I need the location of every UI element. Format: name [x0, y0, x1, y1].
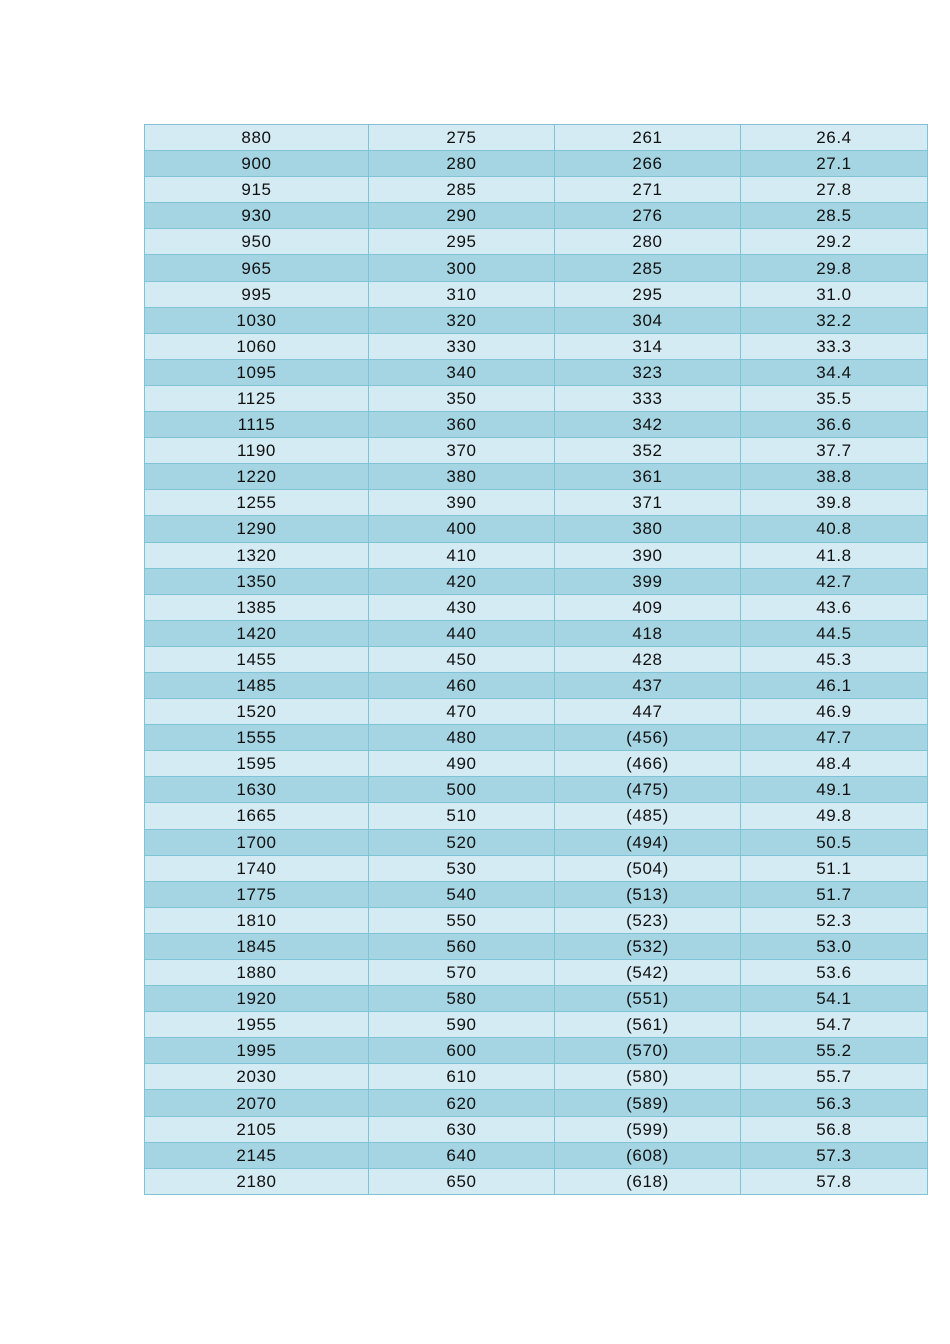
- table-row: [145, 464, 928, 490]
- table-cell: 44.5: [741, 620, 928, 646]
- table-cell: 290: [369, 203, 555, 229]
- table-cell: (561): [555, 1012, 741, 1038]
- table-cell: 1920: [145, 986, 369, 1012]
- table-row: [145, 960, 928, 986]
- table-cell: 28.5: [741, 203, 928, 229]
- table-cell: 930: [145, 203, 369, 229]
- table-cell: 1095: [145, 359, 369, 385]
- table-cell: 510: [369, 803, 555, 829]
- table-cell: 40.8: [741, 516, 928, 542]
- table-cell: (475): [555, 777, 741, 803]
- table-cell: 1030: [145, 307, 369, 333]
- table-row: [145, 1038, 928, 1064]
- table-cell: (580): [555, 1064, 741, 1090]
- table-cell: 560: [369, 933, 555, 959]
- table-cell: 310: [369, 281, 555, 307]
- table-cell: 43.6: [741, 594, 928, 620]
- table-row: [145, 412, 928, 438]
- table-cell: 530: [369, 855, 555, 881]
- table-row: [145, 333, 928, 359]
- table-cell: 47.7: [741, 725, 928, 751]
- table-cell: 295: [369, 229, 555, 255]
- table-cell: 390: [369, 490, 555, 516]
- table-cell: 37.7: [741, 438, 928, 464]
- table-cell: 34.4: [741, 359, 928, 385]
- table-cell: 520: [369, 829, 555, 855]
- table-cell: 55.2: [741, 1038, 928, 1064]
- table-row: [145, 125, 928, 151]
- table-cell: 266: [555, 151, 741, 177]
- table-cell: 55.7: [741, 1064, 928, 1090]
- table-cell: 285: [369, 177, 555, 203]
- table-cell: 36.6: [741, 412, 928, 438]
- table-cell: 1810: [145, 907, 369, 933]
- table-cell: 31.0: [741, 281, 928, 307]
- table-cell: 27.8: [741, 177, 928, 203]
- table-cell: 620: [369, 1090, 555, 1116]
- table-cell: 1595: [145, 751, 369, 777]
- table-cell: (542): [555, 960, 741, 986]
- table-cell: (456): [555, 725, 741, 751]
- table-cell: 437: [555, 672, 741, 698]
- table-row: [145, 281, 928, 307]
- table-cell: 1775: [145, 881, 369, 907]
- table-cell: (608): [555, 1142, 741, 1168]
- table-cell: 447: [555, 699, 741, 725]
- table-cell: 550: [369, 907, 555, 933]
- table-row: [145, 855, 928, 881]
- table-cell: 361: [555, 464, 741, 490]
- table-cell: (618): [555, 1168, 741, 1194]
- table-row: [145, 385, 928, 411]
- table-cell: 490: [369, 751, 555, 777]
- table-cell: 610: [369, 1064, 555, 1090]
- table-row: [145, 203, 928, 229]
- table-row: [145, 672, 928, 698]
- table-cell: 430: [369, 594, 555, 620]
- table-cell: (466): [555, 751, 741, 777]
- table-cell: 640: [369, 1142, 555, 1168]
- table-cell: 900: [145, 151, 369, 177]
- table-cell: 1220: [145, 464, 369, 490]
- table-cell: 1520: [145, 699, 369, 725]
- table-cell: 2180: [145, 1168, 369, 1194]
- table-cell: 285: [555, 255, 741, 281]
- table-cell: 38.8: [741, 464, 928, 490]
- table-cell: 300: [369, 255, 555, 281]
- table-cell: 51.1: [741, 855, 928, 881]
- table-cell: 600: [369, 1038, 555, 1064]
- table-cell: (589): [555, 1090, 741, 1116]
- table-row: [145, 751, 928, 777]
- table-cell: (513): [555, 881, 741, 907]
- table-row: [145, 1090, 928, 1116]
- table-cell: (494): [555, 829, 741, 855]
- table-row: [145, 516, 928, 542]
- table-cell: 590: [369, 1012, 555, 1038]
- table-row: [145, 177, 928, 203]
- table-cell: (599): [555, 1116, 741, 1142]
- table-cell: 1665: [145, 803, 369, 829]
- table-cell: 1190: [145, 438, 369, 464]
- table-cell: 342: [555, 412, 741, 438]
- table-cell: (504): [555, 855, 741, 881]
- table-cell: 1350: [145, 568, 369, 594]
- table-cell: 46.9: [741, 699, 928, 725]
- table-cell: 470: [369, 699, 555, 725]
- table-cell: 49.8: [741, 803, 928, 829]
- table-cell: 399: [555, 568, 741, 594]
- table-row: [145, 777, 928, 803]
- table-row: [145, 829, 928, 855]
- table-cell: 450: [369, 646, 555, 672]
- table-row: [145, 725, 928, 751]
- table-cell: 1955: [145, 1012, 369, 1038]
- table-cell: 400: [369, 516, 555, 542]
- table-cell: 320: [369, 307, 555, 333]
- table-cell: 570: [369, 960, 555, 986]
- table-cell: 42.7: [741, 568, 928, 594]
- table-cell: 330: [369, 333, 555, 359]
- table-row: [145, 881, 928, 907]
- table-cell: 54.1: [741, 986, 928, 1012]
- table-cell: 49.1: [741, 777, 928, 803]
- table-cell: 418: [555, 620, 741, 646]
- table-cell: 53.6: [741, 960, 928, 986]
- table-cell: 304: [555, 307, 741, 333]
- table-cell: 370: [369, 438, 555, 464]
- table-row: [145, 307, 928, 333]
- table-cell: 1485: [145, 672, 369, 698]
- table-cell: 2105: [145, 1116, 369, 1142]
- table-cell: 380: [555, 516, 741, 542]
- table-cell: 54.7: [741, 1012, 928, 1038]
- table-cell: 56.3: [741, 1090, 928, 1116]
- table-cell: (523): [555, 907, 741, 933]
- table-cell: (551): [555, 986, 741, 1012]
- table-cell: 45.3: [741, 646, 928, 672]
- table-row: [145, 594, 928, 620]
- table-row: [145, 986, 928, 1012]
- table-cell: 1420: [145, 620, 369, 646]
- table-row: [145, 1064, 928, 1090]
- table-cell: 1320: [145, 542, 369, 568]
- table-cell: 371: [555, 490, 741, 516]
- table-row: [145, 151, 928, 177]
- table-row: [145, 359, 928, 385]
- table-cell: 1845: [145, 933, 369, 959]
- table-cell: 46.1: [741, 672, 928, 698]
- table-row: [145, 255, 928, 281]
- table-cell: 314: [555, 333, 741, 359]
- table-cell: 48.4: [741, 751, 928, 777]
- table-cell: 2145: [145, 1142, 369, 1168]
- table-row: [145, 542, 928, 568]
- table-row: [145, 438, 928, 464]
- table-cell: 1115: [145, 412, 369, 438]
- table-cell: 630: [369, 1116, 555, 1142]
- table-cell: 1125: [145, 385, 369, 411]
- table-cell: 1290: [145, 516, 369, 542]
- table-row: [145, 1142, 928, 1168]
- table-cell: 56.8: [741, 1116, 928, 1142]
- table-cell: 1880: [145, 960, 369, 986]
- table-row: [145, 620, 928, 646]
- table-cell: 50.5: [741, 829, 928, 855]
- table-cell: 29.2: [741, 229, 928, 255]
- table-row: [145, 933, 928, 959]
- table-cell: 350: [369, 385, 555, 411]
- table-body: [145, 125, 928, 1195]
- table-cell: 340: [369, 359, 555, 385]
- table-cell: 1995: [145, 1038, 369, 1064]
- table-cell: 420: [369, 568, 555, 594]
- table-row: [145, 699, 928, 725]
- table-cell: 380: [369, 464, 555, 490]
- table-cell: 995: [145, 281, 369, 307]
- table-cell: 409: [555, 594, 741, 620]
- table-cell: 480: [369, 725, 555, 751]
- table-cell: 580: [369, 986, 555, 1012]
- table-cell: 280: [369, 151, 555, 177]
- table-cell: 1455: [145, 646, 369, 672]
- table-cell: 41.8: [741, 542, 928, 568]
- table-row: [145, 568, 928, 594]
- table-cell: 880: [145, 125, 369, 151]
- table-cell: 460: [369, 672, 555, 698]
- table-cell: 33.3: [741, 333, 928, 359]
- table-cell: 1740: [145, 855, 369, 881]
- table-row: [145, 1012, 928, 1038]
- table-cell: 333: [555, 385, 741, 411]
- table-cell: 390: [555, 542, 741, 568]
- table-cell: 1255: [145, 490, 369, 516]
- table-cell: (570): [555, 1038, 741, 1064]
- table-cell: 1555: [145, 725, 369, 751]
- table-cell: 29.8: [741, 255, 928, 281]
- table-cell: 26.4: [741, 125, 928, 151]
- table-cell: 950: [145, 229, 369, 255]
- table-row: [145, 646, 928, 672]
- table-cell: 52.3: [741, 907, 928, 933]
- table-cell: 2030: [145, 1064, 369, 1090]
- table-cell: 271: [555, 177, 741, 203]
- table-row: [145, 1168, 928, 1194]
- table-row: [145, 1116, 928, 1142]
- table-cell: 275: [369, 125, 555, 151]
- table-cell: 915: [145, 177, 369, 203]
- table-cell: 540: [369, 881, 555, 907]
- table-cell: 650: [369, 1168, 555, 1194]
- table-cell: 27.1: [741, 151, 928, 177]
- table-row: [145, 803, 928, 829]
- table-cell: 440: [369, 620, 555, 646]
- table-cell: 53.0: [741, 933, 928, 959]
- table-cell: 295: [555, 281, 741, 307]
- table-cell: 965: [145, 255, 369, 281]
- table-cell: 51.7: [741, 881, 928, 907]
- table-cell: 323: [555, 359, 741, 385]
- table-cell: 39.8: [741, 490, 928, 516]
- table-row: [145, 490, 928, 516]
- table-cell: 261: [555, 125, 741, 151]
- table-cell: (532): [555, 933, 741, 959]
- table-cell: 352: [555, 438, 741, 464]
- table-row: [145, 907, 928, 933]
- table-cell: 1700: [145, 829, 369, 855]
- table-cell: 428: [555, 646, 741, 672]
- table-cell: (485): [555, 803, 741, 829]
- data-table: [144, 124, 928, 1195]
- table-cell: 1630: [145, 777, 369, 803]
- table-cell: 360: [369, 412, 555, 438]
- table-cell: 2070: [145, 1090, 369, 1116]
- table-cell: 35.5: [741, 385, 928, 411]
- table-cell: 280: [555, 229, 741, 255]
- table-cell: 32.2: [741, 307, 928, 333]
- table-row: [145, 229, 928, 255]
- table-cell: 57.3: [741, 1142, 928, 1168]
- table-cell: 1385: [145, 594, 369, 620]
- table-cell: 410: [369, 542, 555, 568]
- table-cell: 276: [555, 203, 741, 229]
- table-cell: 1060: [145, 333, 369, 359]
- table-cell: 500: [369, 777, 555, 803]
- table-cell: 57.8: [741, 1168, 928, 1194]
